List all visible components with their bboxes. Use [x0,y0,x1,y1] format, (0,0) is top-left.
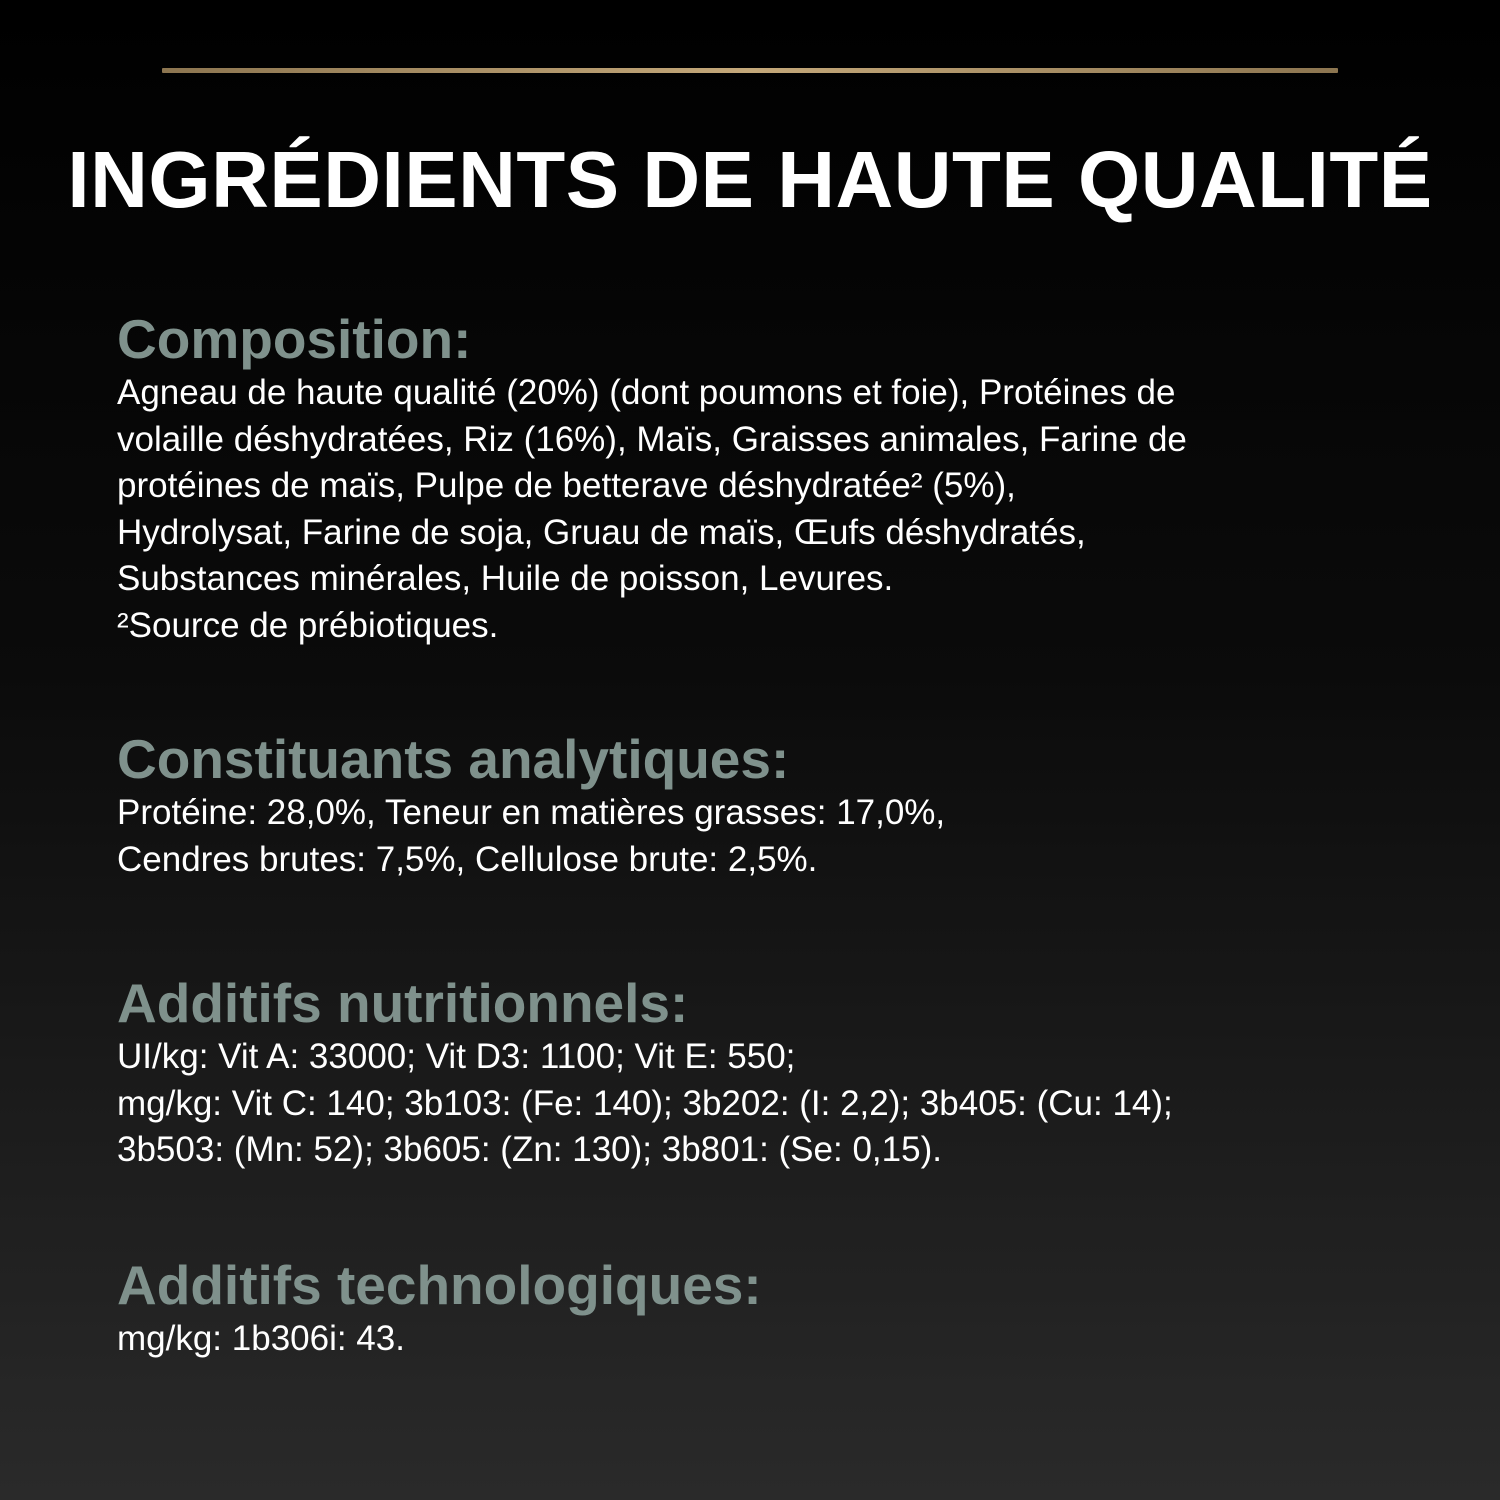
nutritional-additives-heading: Additifs nutritionnels: [117,972,689,1034]
technological-additives-text [117,1316,1417,1363]
nutritional-line: UI/kg: Vit A: 33000; Vit D3: 1100; Vit E: 550; [117,1037,796,1076]
analytical-constituents-heading: Constituants analytiques: [117,728,790,790]
nutritional-line: 3b503: (Mn: 52); 3b605: (Zn: 130); 3b801: (Se: 0,15). [117,1130,942,1169]
analytical-line: Cendres brutes: 7,5%, Cellulose brute: 2,5%. [117,839,818,879]
composition-text [117,370,1417,649]
technological-line: mg/kg: 1b306i: 43. [117,1319,405,1358]
analytical-constituents-text [117,790,1417,883]
composition-line: volaille déshydratées, Riz (16%), Maïs, Graisses animales, Farine de [117,419,1187,459]
composition-line: protéines de maïs, Pulpe de betterave déshydratée² (5%), [117,466,1016,505]
technological-additives-heading: Additifs technologiques: [117,1254,762,1316]
nutritional-additives-text [117,1034,1417,1174]
nutritional-line: mg/kg: Vit C: 140; 3b103: (Fe: 140); 3b202: (I: 2,2); 3b405: (Cu: 14); [117,1083,1173,1123]
composition-line: Hydrolysat, Farine de soja, Gruau de maïs, Œufs déshydratés, [117,512,1086,552]
composition-footnote: ²Source de prébiotiques. [117,605,499,645]
composition-line: Agneau de haute qualité (20%) (dont poumons et foie), Protéines de [117,373,1176,412]
gold-divider-rule [162,68,1338,73]
composition-heading: Composition: [117,308,472,370]
nutritional-additives-section [117,972,1417,1174]
analytical-line: Protéine: 28,0%, Teneur en matières grasses: 17,0%, [117,793,946,832]
analytical-constituents-section [117,728,1417,883]
composition-line: Substances minérales, Huile de poisson, Levures. [117,559,894,598]
page-title: INGRÉDIENTS DE HAUTE QUALITÉ [67,135,1433,224]
technological-additives-section [117,1254,1417,1363]
composition-section [117,308,1417,649]
